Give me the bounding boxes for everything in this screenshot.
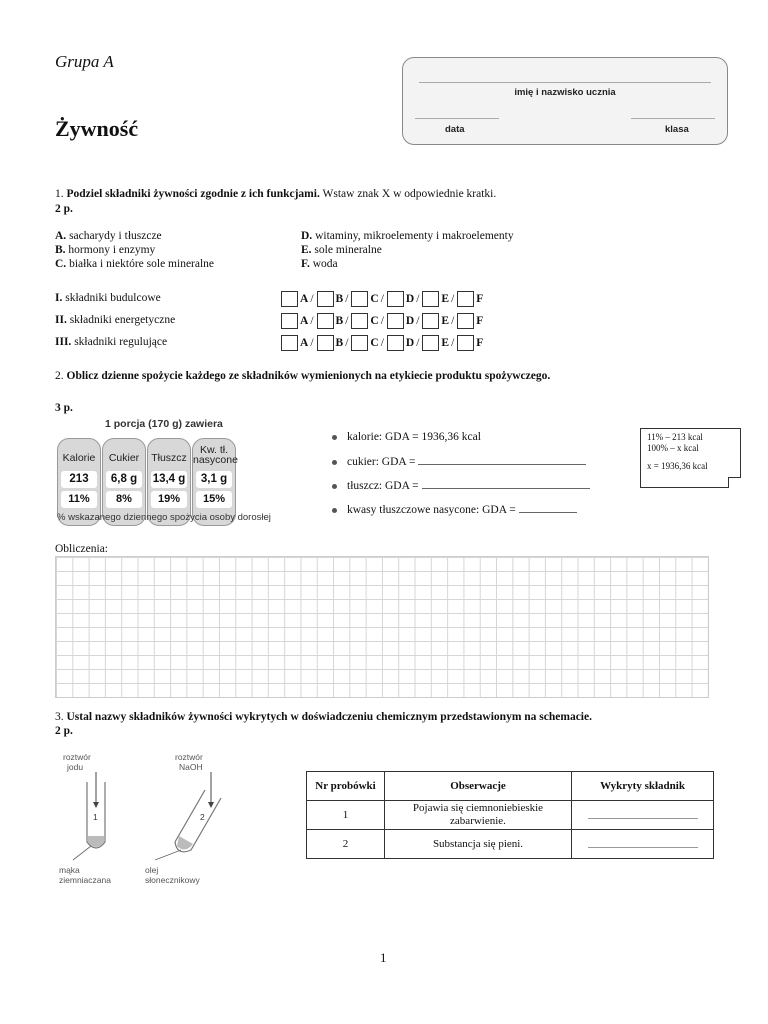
separator: / [310, 293, 314, 305]
nutrition-pill-sugar: Cukier 6,8 g 8% [102, 438, 146, 526]
q1-row-1-checkboxes [281, 291, 485, 307]
checkbox-row-2-f[interactable] [457, 313, 474, 329]
table-row [307, 801, 714, 830]
name-line[interactable] [419, 82, 711, 83]
checkbox-row-3-f[interactable] [457, 335, 474, 351]
student-info-box [402, 57, 728, 145]
q1-row-1: I. składniki budulcowe A / B / C / D / E / F [55, 292, 484, 305]
header-tube-number: Nr probówki [307, 772, 385, 801]
calculations-grid[interactable] [55, 556, 709, 698]
row-2-answer[interactable] [588, 837, 698, 848]
checkbox-row-2-b[interactable] [317, 313, 334, 329]
q3-bold-text: Ustal nazwy składników żywności wykrytych w doświadczeniu chemicznym przedstawionym na schemacie. [66, 711, 592, 723]
hint-note: 11% – 213 kcal 100% – x kcal x = 1936,36 kcal [640, 428, 741, 488]
separator: / [416, 293, 420, 305]
q1-option-a: A. sacharydy i tłuszcze [55, 230, 162, 242]
checkbox-letter: E [441, 337, 450, 349]
q1-row-2: II. składniki energetyczne A / B / C / D / E / F [55, 314, 484, 327]
header-detected-component: Wykryty składnik [572, 772, 714, 801]
date-label: data [445, 124, 465, 135]
checkbox-letter: D [405, 337, 415, 349]
checkbox-row-3-c[interactable] [351, 335, 368, 351]
checkbox-letter: B [335, 293, 344, 305]
q1-option-b: B. hormony i enzymy [55, 244, 156, 256]
q1-option-f: F. woda [301, 258, 338, 270]
q2-number: 2. [55, 370, 64, 382]
checkbox-letter: B [335, 315, 344, 327]
row-2-observation: Substancja się pieni. [385, 830, 572, 859]
q1-row-3-checkboxes [281, 335, 485, 351]
separator: / [451, 293, 455, 305]
q1-row-3: III. składniki regulujące A / B / C / D / E / F [55, 336, 484, 349]
q1-points: 2 p. [55, 203, 73, 215]
checkbox-row-1-e[interactable] [422, 291, 439, 307]
checkbox-row-2-a[interactable] [281, 313, 298, 329]
q1-prompt [55, 188, 496, 200]
q1-bold-text: Podziel składniki żywności zgodnie z ich funkcjami. [66, 188, 320, 200]
tube2-sample-line2: słonecznikowy [145, 875, 200, 885]
checkbox-row-3-e[interactable] [422, 335, 439, 351]
checkbox-letter: D [405, 315, 415, 327]
checkbox-row-3-a[interactable] [281, 335, 298, 351]
tube2-arrowhead [208, 802, 214, 808]
q1-number: 1. [55, 188, 64, 200]
checkbox-row-1-b[interactable] [317, 291, 334, 307]
checkbox-row-2-e[interactable] [422, 313, 439, 329]
nutrition-label-footer: % wskazanego dziennego spożycia osoby dorosłej [57, 512, 271, 523]
checkbox-row-2-c[interactable] [351, 313, 368, 329]
checkbox-letter: F [476, 315, 484, 327]
q2-prompt [55, 370, 550, 382]
bullet-icon [332, 508, 337, 513]
nutrition-pill-calories: Kalorie 213 11% [57, 438, 101, 526]
checkbox-letter: C [370, 293, 379, 305]
date-line[interactable] [415, 118, 499, 119]
checkbox-letter: A [300, 337, 309, 349]
q1-option-e: E. sole mineralne [301, 244, 382, 256]
checkbox-row-1-d[interactable] [387, 291, 404, 307]
separator: / [345, 293, 349, 305]
tube1-reagent-line2: jodu [67, 762, 84, 772]
checkbox-letter: F [476, 337, 484, 349]
tube2-sample [177, 836, 193, 850]
q3-number: 3. [55, 711, 64, 723]
q1-instruction: Wstaw znak X w odpowiednie kratki. [322, 188, 497, 200]
separator: / [451, 315, 455, 327]
note-fold-corner [728, 477, 741, 488]
q1-row-2-checkboxes [281, 313, 485, 329]
checkbox-row-2-d[interactable] [387, 313, 404, 329]
gda-fat: tłuszcz: GDA = [332, 478, 590, 492]
gda-saturated-fat: kwasy tłuszczowe nasycone: GDA = [332, 502, 577, 516]
bullet-icon [332, 484, 337, 489]
tube2-reagent-line1: roztwór [175, 752, 203, 762]
page-title: Żywność [55, 116, 139, 141]
separator: / [345, 337, 349, 349]
tube1-sample-line2: ziemniaczana [59, 875, 111, 885]
nutrition-pill-fat: Tłuszcz 13,4 g 19% [147, 438, 191, 526]
tube1-arrowhead [93, 802, 99, 808]
separator: / [310, 337, 314, 349]
checkbox-row-3-d[interactable] [387, 335, 404, 351]
q3-points: 2 p. [55, 725, 73, 737]
group-label: Grupa A [55, 52, 114, 71]
row-2-answer-cell [572, 830, 714, 859]
table-row [307, 830, 714, 859]
calculations-label: Obliczenia: [55, 543, 109, 555]
header-observations: Obserwacje [385, 772, 572, 801]
separator: / [380, 337, 384, 349]
checkbox-letter: E [441, 293, 450, 305]
nutrition-label [55, 418, 295, 530]
q1-option-c: C. białka i niektóre sole mineralne [55, 258, 215, 270]
gda-sugar-answer[interactable] [418, 454, 586, 465]
separator: / [345, 315, 349, 327]
q2-points: 3 p. [55, 402, 73, 414]
checkbox-letter: F [476, 293, 484, 305]
checkbox-letter: D [405, 293, 415, 305]
separator: / [380, 315, 384, 327]
class-line[interactable] [631, 118, 715, 119]
q1-option-d: D. witaminy, mikroelementy i makroelementy [301, 230, 514, 242]
separator: / [416, 315, 420, 327]
row-1-number: 1 [307, 801, 385, 830]
q3-prompt [55, 711, 592, 723]
checkbox-row-1-f[interactable] [457, 291, 474, 307]
checkbox-letter: B [335, 337, 344, 349]
checkbox-letter: A [300, 315, 309, 327]
row-1-answer-cell [572, 801, 714, 830]
checkbox-letter: C [370, 337, 379, 349]
nutrition-label-header: 1 porcja (170 g) zawiera [105, 418, 223, 430]
separator: / [310, 315, 314, 327]
bullet-icon [332, 460, 337, 465]
checkbox-row-1-a[interactable] [281, 291, 298, 307]
checkbox-letter: E [441, 315, 450, 327]
separator: / [451, 337, 455, 349]
gda-sugar: cukier: GDA = [332, 454, 586, 468]
class-label: klasa [665, 124, 689, 135]
gda-calories: kalorie: GDA = 1936,36 kcal [332, 431, 481, 443]
table-header-row [307, 772, 714, 801]
checkbox-row-1-c[interactable] [351, 291, 368, 307]
page-number: 1 [380, 950, 387, 965]
bullet-icon [332, 435, 337, 440]
nutrition-pill-saturated-fat: Kw. tł. nasycone 3,1 g 15% [192, 438, 236, 526]
row-1-observation: Pojawia się ciemnoniebieskie zabarwienie. [385, 801, 572, 830]
tube2-reagent-line2: NaOH [179, 762, 203, 772]
checkbox-letter: A [300, 293, 309, 305]
checkbox-letter: C [370, 315, 379, 327]
name-label: imię i nazwisko ucznia [514, 87, 616, 98]
separator: / [416, 337, 420, 349]
tube1-number: 1 [93, 812, 98, 822]
row-2-number: 2 [307, 830, 385, 859]
checkbox-row-3-b[interactable] [317, 335, 334, 351]
row-1-answer[interactable] [588, 808, 698, 819]
q2-bold-text: Oblicz dzienne spożycie każdego ze składników wymienionych na etykiecie produktu spożywczego. [66, 370, 551, 382]
tube1-reagent-line1: roztwór [63, 752, 91, 762]
gda-saturated-fat-answer[interactable] [519, 502, 577, 513]
experiment-diagram [55, 750, 245, 890]
tube2-number: 2 [200, 812, 205, 822]
gda-fat-answer[interactable] [422, 478, 590, 489]
separator: / [380, 293, 384, 305]
tube1-sample-line1: mąka [59, 865, 80, 875]
observations-table [306, 771, 714, 859]
tube2-sample-line1: olej [145, 865, 159, 875]
